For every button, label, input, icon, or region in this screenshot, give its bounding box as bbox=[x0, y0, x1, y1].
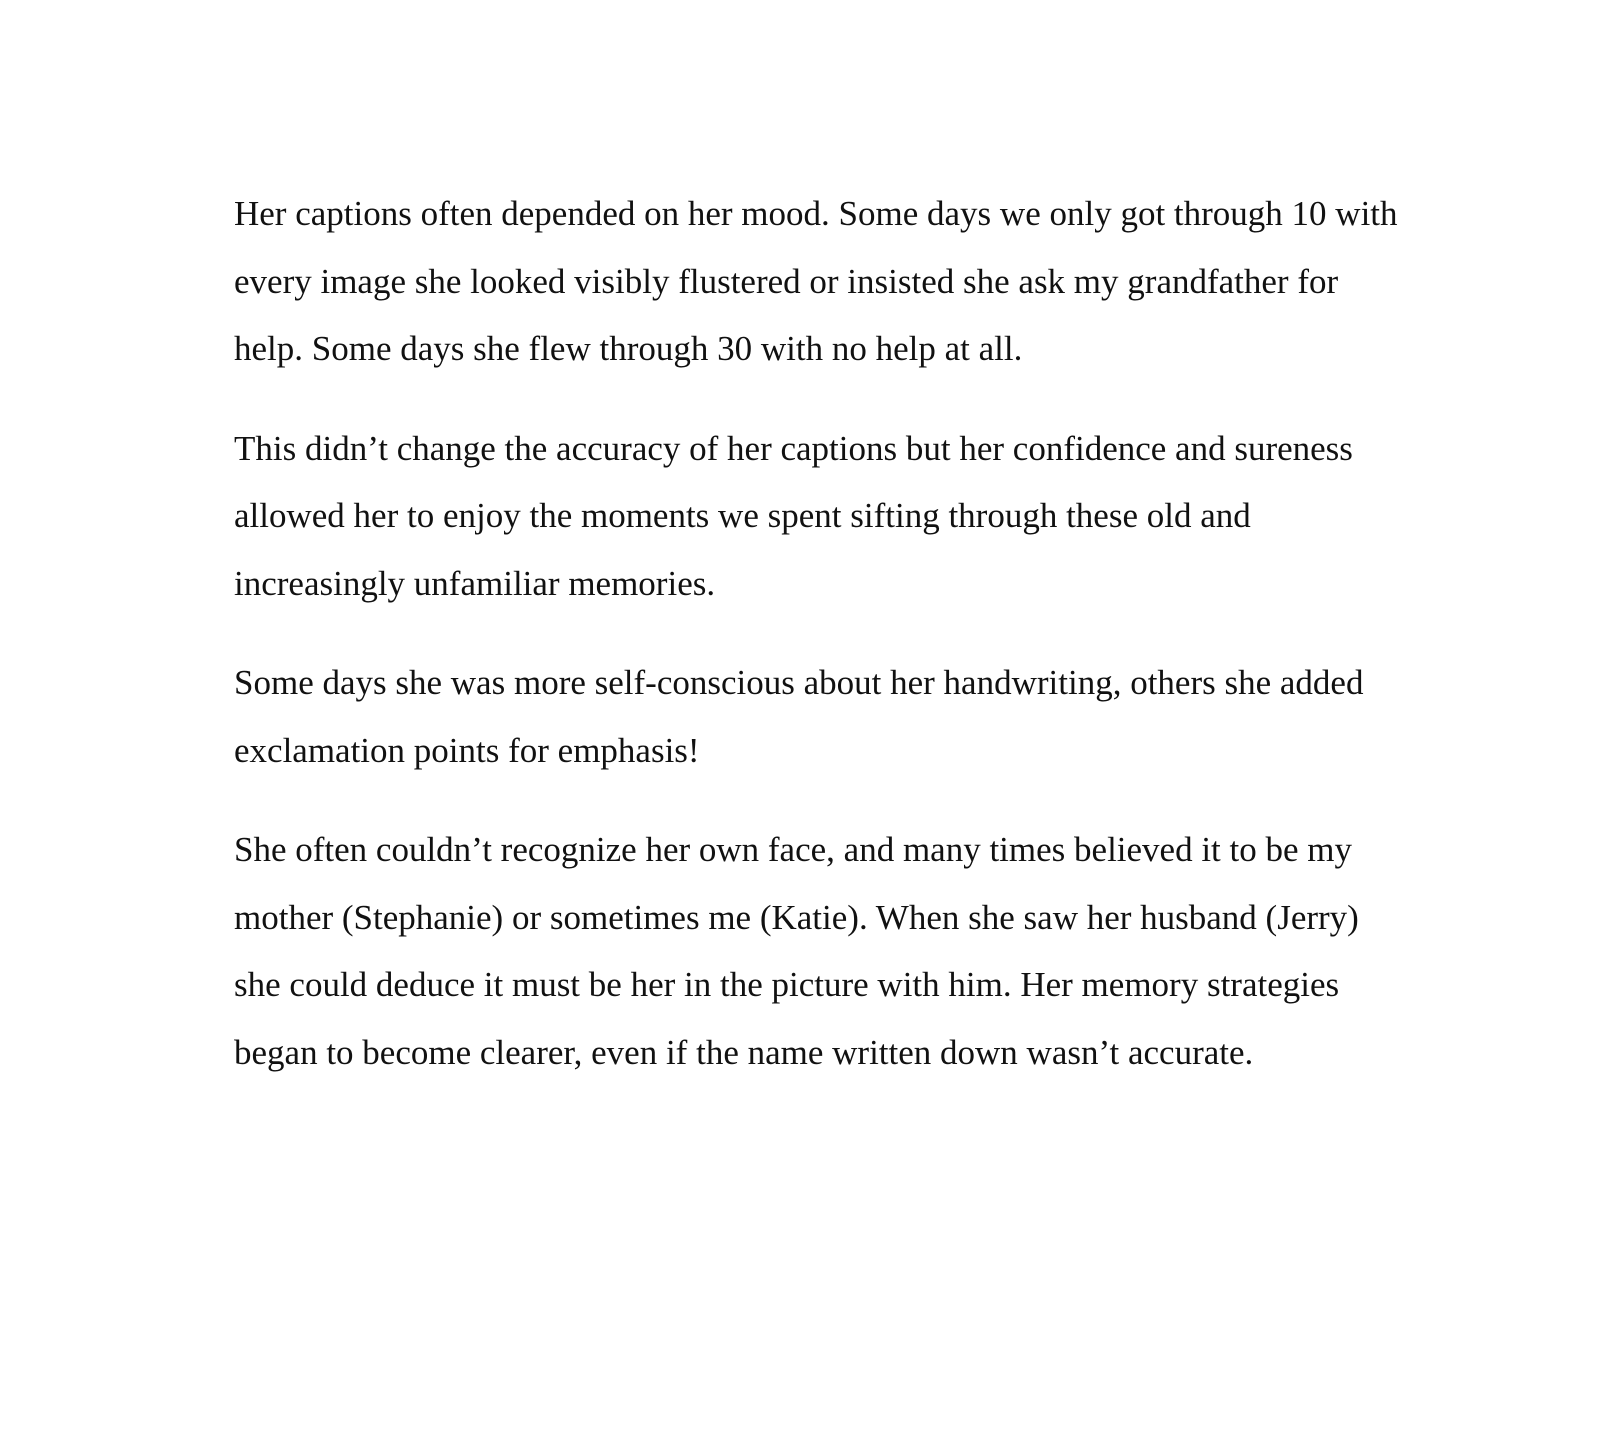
paragraph-accuracy-confidence: This didn’t change the accuracy of her captions but her confidence and sureness allowed her to enjoy the moments we spent sifting through these old and increasingly unfamiliar memories. bbox=[234, 428, 1353, 603]
document-body bbox=[234, 180, 1414, 1118]
paragraph-face-recognition: She often couldn’t recognize her own face, and many times believed it to be my mother (Stephanie) or sometimes me (Katie). When she saw her husband (Jerry) she could deduce it must be her in the picture with him. Her memory strategies began to become clearer, even if the name written down wasn’t accurate. bbox=[234, 830, 1359, 1072]
paragraph-captions-mood: Her captions often depended on her mood. Some days we only got through 10 with every image she looked visibly flustered or insisted she ask my grandfather for help. Some days she flew through 30 with no help at all. bbox=[234, 194, 1398, 368]
paragraph-handwriting: Some days she was more self-conscious about her handwriting, others she added exclamation points for emphasis! bbox=[234, 663, 1364, 770]
